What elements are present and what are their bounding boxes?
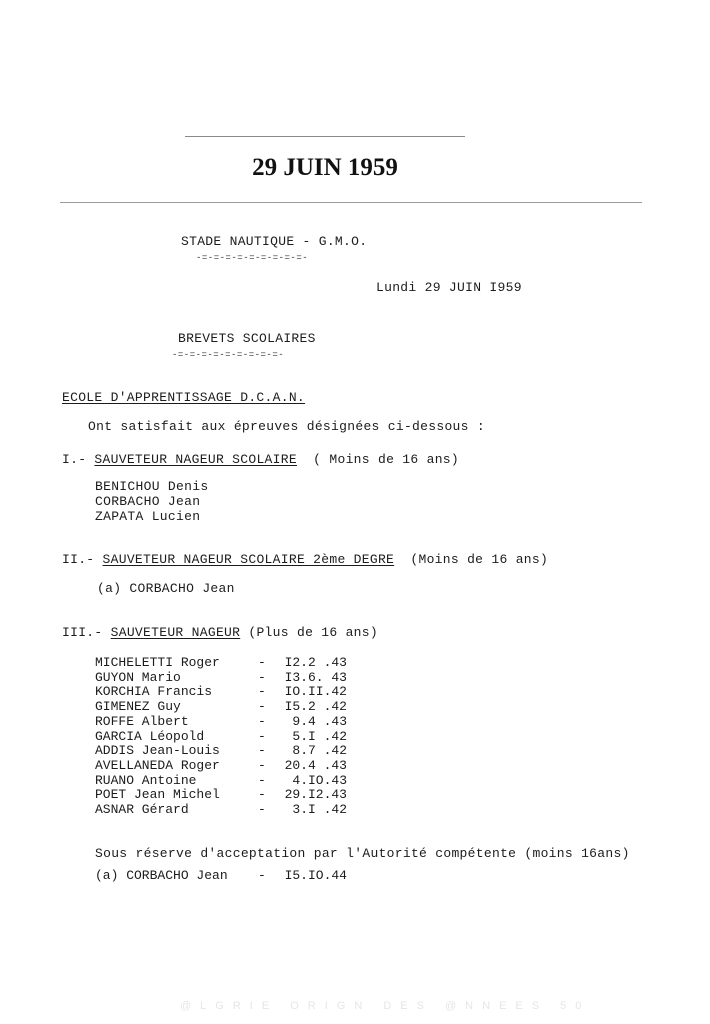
entry-date: IO.II.42 xyxy=(284,684,347,700)
reserve-entry-name: (a) CORBACHO Jean xyxy=(95,868,228,883)
entry-name: AVELLANEDA Roger xyxy=(95,757,220,773)
entry-date: 5.I .42 xyxy=(292,728,347,744)
entry-date: 20.4 .43 xyxy=(284,757,347,773)
category1-name: ZAPATA Lucien xyxy=(95,509,201,524)
entry-name: MICHELETTI Roger xyxy=(95,655,220,670)
entry-name: GUYON Mario xyxy=(95,669,181,685)
entry-separator: - xyxy=(258,699,266,715)
entry-separator: - xyxy=(258,772,266,788)
entry-date: 3.I .42 xyxy=(292,802,347,817)
entry-separator: - xyxy=(258,655,266,670)
entry-separator: - xyxy=(258,787,266,803)
entry-date: 9.4 .43 xyxy=(292,713,347,729)
entry-name: RUANO Antoine xyxy=(95,772,197,788)
category3-heading xyxy=(62,625,378,640)
entry-separator: - xyxy=(258,802,266,817)
category1-name: BENICHOU Denis xyxy=(95,479,209,494)
entry-date: I3.6. 43 xyxy=(284,669,347,685)
watermark: @LGRIE ORIGN DES @NNEES 50 xyxy=(180,1000,591,1012)
category2-title: SAUVETEUR NAGEUR SCOLAIRE 2ème DEGRE xyxy=(102,552,395,567)
entry-separator: - xyxy=(258,684,266,700)
entry-separator: - xyxy=(258,757,266,773)
entry-separator: - xyxy=(258,743,266,759)
section-title: BREVETS SCOLAIRES xyxy=(178,331,316,346)
entry-separator: - xyxy=(258,728,266,744)
category1-note: ( Moins de 16 ans) xyxy=(313,452,459,467)
category2-number: II.- xyxy=(62,552,95,567)
section-underline: -=-=-=-=-=-=-=-=-=- xyxy=(172,350,285,360)
headline: 29 JUIN 1959 xyxy=(252,154,398,181)
intro-text: Ont satisfait aux épreuves désignées ci-dessous : xyxy=(88,419,485,434)
category3-title: SAUVETEUR NAGEUR xyxy=(110,625,241,640)
top-rule xyxy=(185,136,465,137)
category1-name: CORBACHO Jean xyxy=(95,494,201,509)
entry-date: 8.7 .42 xyxy=(292,743,347,759)
entry-separator: - xyxy=(258,669,266,685)
reserve-note: Sous réserve d'acceptation par l'Autorité compétente (moins 16ans) xyxy=(95,846,630,861)
entry-date: 29.I2.43 xyxy=(284,787,347,803)
entry-name: ASNAR Gérard xyxy=(95,802,189,817)
category2-entry: (a) CORBACHO Jean xyxy=(97,581,235,596)
entry-date: I5.2 .42 xyxy=(284,699,347,715)
entry-name: POET Jean Michel xyxy=(95,787,220,803)
venue-underline: -=-=-=-=-=-=-=-=-=- xyxy=(196,253,309,263)
venue: STADE NAUTIQUE - G.M.O. xyxy=(181,234,368,249)
category2-note: (Moins de 16 ans) xyxy=(410,552,549,567)
category1-title: SAUVETEUR NAGEUR SCOLAIRE xyxy=(94,452,297,467)
school-name: ECOLE D'APPRENTISSAGE D.C.A.N. xyxy=(62,390,306,405)
entry-name: KORCHIA Francis xyxy=(95,684,213,700)
entry-name: ADDIS Jean-Louis xyxy=(95,743,220,759)
category1-number: I.- xyxy=(62,452,87,467)
bottom-rule xyxy=(60,202,642,203)
category3-note: (Plus de 16 ans) xyxy=(248,625,378,640)
entry-name: GARCIA Léopold xyxy=(95,728,205,744)
reserve-entry-separator: - xyxy=(258,868,266,883)
category2-heading xyxy=(62,552,548,567)
entry-name: GIMENEZ Guy xyxy=(95,699,181,715)
category1-heading xyxy=(62,452,459,467)
entry-name: ROFFE Albert xyxy=(95,713,189,729)
category3-number: III.- xyxy=(62,625,103,640)
entry-date: I2.2 .43 xyxy=(284,655,347,670)
date-line: Lundi 29 JUIN I959 xyxy=(376,280,522,295)
entry-date: 4.IO.43 xyxy=(292,772,347,788)
entry-separator: - xyxy=(258,713,266,729)
reserve-entry-date: I5.IO.44 xyxy=(284,868,347,883)
